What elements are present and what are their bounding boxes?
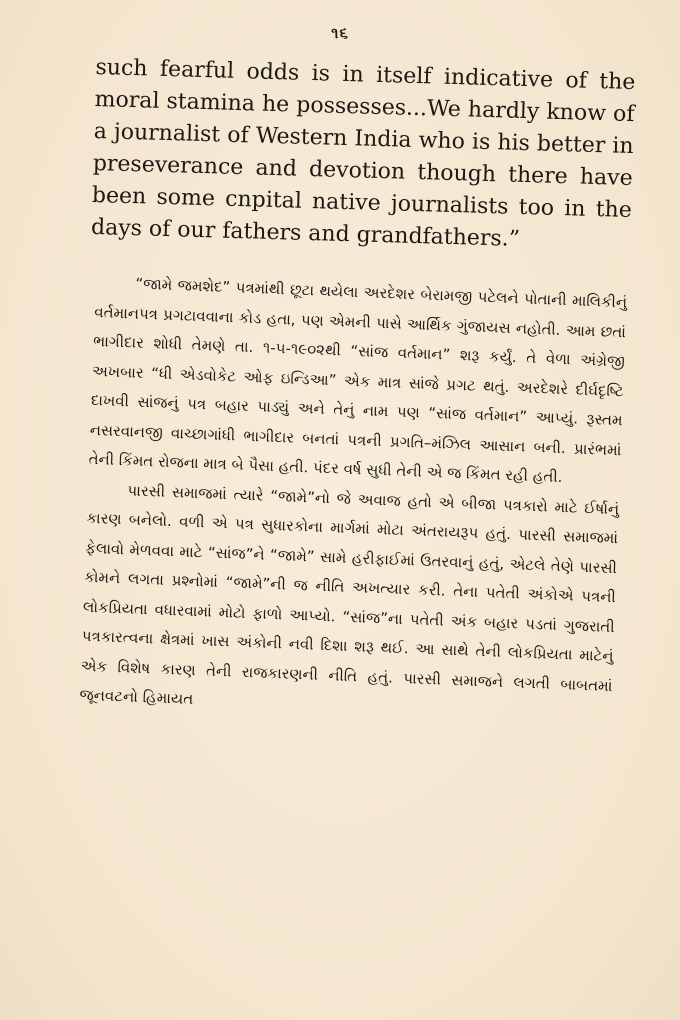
gujarati-text-block [79, 268, 628, 731]
english-quote-block [91, 52, 636, 259]
gujarati-paragraph-1: “જામે જમશેદ” પત્રમાંથી છૂટા થયેલા અરદેશર બેરામજી પટેલને પોતાની માલિકીનું વર્તમાનપત્ર પ્રગટાવવાના કોડ હતા, પણ એમની પાસે આર્થિક ગુંજાયસ નહોતી. આમ છતાં ભાગીદાર શોધી તેમણે તા. ૧-૫-૧૯૦૨થી “સાંજ વર્તમાન” શરૂ કર્યું. તે વેળા અંગ્રેજી અખબાર “ધી એડવોકેટ ઓફ ઇન્ડિઆ” એક માત્ર સાંજે પ્રગટ થતું. અરદેશરે દીર્ઘદૃષ્ટિ દાખવી સાંજનું પત્ર બહાર પાડ્યું અને તેનું નામ પણ “સાંજ વર્તમાન” આપ્યું. રૂસ્તમ નસરવાનજી વાચ્છાગાંધી ભાગીદાર બનતાં પત્રની પ્રગતિ–મંઝિલ આસાન બની. પ્રારંભમાં તેની કિંમત રોજના માત્ર બે પૈસા હતી. પંદર વર્ષ સુધી તેની એ જ કિંમત રહી હતી. [88, 274, 628, 487]
gujarati-paragraph-2: પારસી સમાજમાં ત્યારે “જામે”નો જે અવાજ હતો એ બીજા પત્રકારો માટે ઈર્ષાનું કારણ બનેલો. વળી એ પત્ર સુધારકોના માર્ગમાં મોટા અંતરાયરૂપ હતું. પારસી સમાજમાં ફેલાવો મેળવવા માટે “સાંજ”ને “જામે” સામે હરીફાઈમાં ઉતરવાનું હતું, એટલે તેણે પારસી કોમને લગતા પ્રશ્નોમાં “જામે”ની જ નીતિ અખત્યાર કરી. તેના પતેતી અંકોએ પત્રની લોકપ્રિયતા વધારવામાં મોટો ફાળો આપ્યો. “સાંજ”ના પતેતી અંક બહાર પડતાં ગુજરાતી પત્રકારત્વના ક્ષેત્રમાં ખાસ અંકોની નવી દિશા શરૂ થઈ. આ સાથે તેની લોકપ્રિયતા માટેનું એક વિશેષ કારણ તેની રાજકારણની નીતિ હતું. પારસી સમાજને લગતી બાબતમાં જૂનવટનો હિમાયત [79, 480, 620, 709]
english-quote-text: such fearful odds is in itself indicative of the moral stamina he possesses...We hardly know of a journalist of Western India who is his better in preseverance and devotion though there have been some cnpital native journalists too in the days of our fathers and grandfathers.” [90, 54, 636, 252]
page-number: ૧૬ [331, 24, 349, 42]
